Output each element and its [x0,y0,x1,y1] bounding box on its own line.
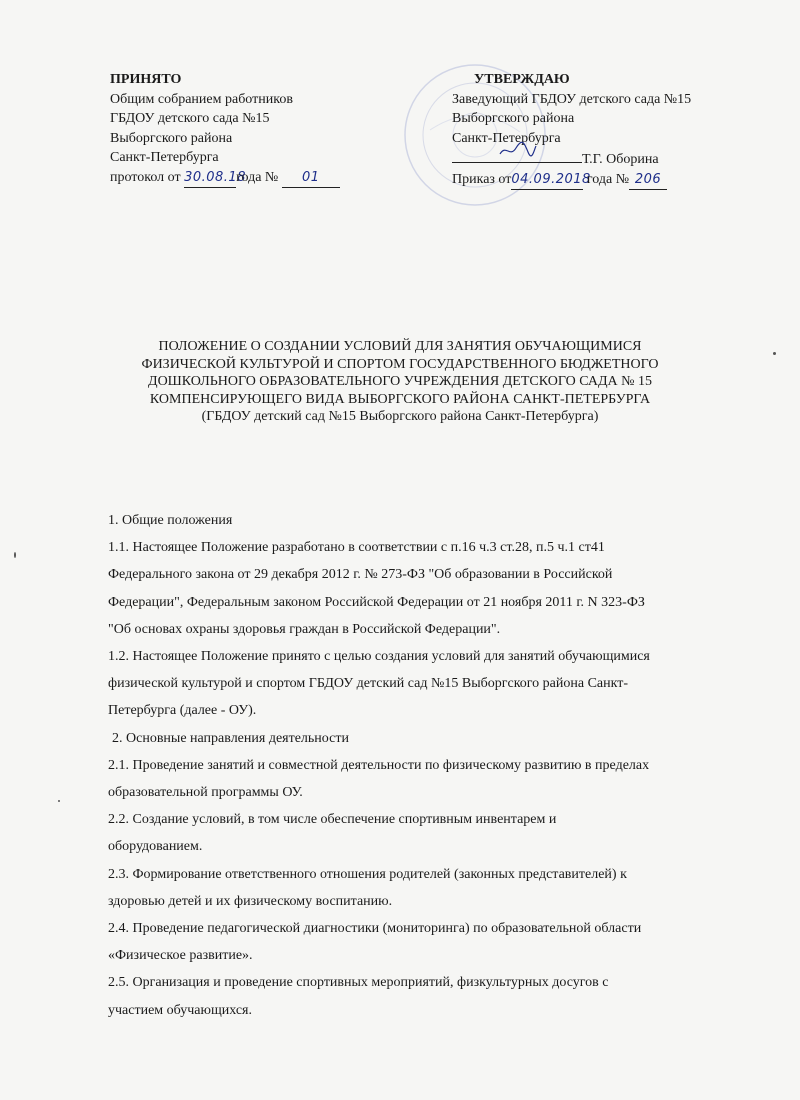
order-prefix: Приказ от [452,171,512,187]
paragraph-line: "Об основах охраны здоровья граждан в Российской Федерации". [108,621,501,637]
paragraph-line: 2.2. Создание условий, в том числе обеспечение спортивным инвентарем и [108,812,557,828]
order-line [452,170,782,191]
paragraph-line: оборудованием. [108,839,203,855]
order-date-handwritten: 04.09.2018 [511,171,591,187]
paragraph-line: Петербурга (далее - ОУ). [108,703,257,719]
paragraph-line: 2.3. Формирование ответственного отношения родителей (законных представителей) к [108,866,627,882]
scan-speck [58,800,60,802]
paragraph-line: 1.2. Настоящее Положение принято с целью создания условий для занятий обучающимися [108,649,650,665]
accepted-line: Общим собранием работников [110,91,293,107]
protocol-mid: года № [236,169,279,185]
signatory-name: Т.Г. Оборина [582,152,659,167]
approved-line: Заведующий ГБДОУ детского сада №15 [452,91,692,107]
paragraph-line: здоровью детей и их физическому воспитанию. [108,893,393,909]
approved-line: Выборгского района [452,111,575,126]
paragraph-line: 1.1. Настоящее Положение разработано в соответствии с п.16 ч.3 ст.28, п.5 ч.1 ст41 [108,540,605,556]
order-mid: года № [586,171,630,187]
protocol-number-handwritten: 01 [301,169,320,185]
protocol-date-handwritten: 30.08.18 [184,169,246,185]
paragraph-line: Федерации", Федеральным законом Российской Федерации от 21 ноября 2011 г. N 323-ФЗ [108,594,645,610]
accepted-line: Выборгского района [110,130,233,146]
approval-block-approved [452,70,782,190]
order-number-handwritten: 206 [634,171,662,187]
paragraph-line: Федерального закона от 29 декабря 2012 г. № 273-ФЗ "Об образовании в Российской [108,567,613,583]
paragraph-line: участием обучающихся. [108,1002,252,1018]
paragraph-line: «Физическое развитие». [108,948,253,964]
approval-block-accepted [110,70,410,188]
approved-heading: УТВЕРЖДАЮ [474,72,570,87]
section-heading: 1. Общие положения [108,513,233,528]
section-heading: 2. Основные направления деятельности [112,730,349,746]
accepted-heading: ПРИНЯТО [110,72,182,87]
paragraph-line: 2.5. Организация и проведение спортивных мероприятий, физкультурных досугов с [108,975,609,991]
title-line: ФИЗИЧЕСКОЙ КУЛЬТУРОЙ И СПОРТОМ ГОСУДАРСТВЕННОГО БЮДЖЕТНОГО [141,356,659,372]
protocol-prefix: протокол от [110,169,181,185]
accepted-line: Санкт-Петербурга [110,150,219,165]
paragraph-line: образовательной программы ОУ. [108,785,303,801]
title-line: ДОШКОЛЬНОГО ОБРАЗОВАТЕЛЬНОГО УЧРЕЖДЕНИЯ ДЕТСКОГО САДА № 15 [148,374,652,389]
document-body [108,507,748,1024]
paragraph-line: 2.4. Проведение педагогической диагностики (мониторинга) по образовательной области [108,921,642,937]
signature-line [452,148,782,170]
title-line: ПОЛОЖЕНИЕ О СОЗДАНИИ УСЛОВИЙ ДЛЯ ЗАНЯТИЯ ОБУЧАЮЩИМИСЯ [158,339,642,354]
scan-speck [14,552,16,558]
scan-speck [773,352,776,355]
accepted-line: ГБДОУ детского сада №15 [110,111,270,126]
title-line: КОМПЕНСИРУЮЩЕГО ВИДА ВЫБОРГСКОГО РАЙОНА САНКТ-ПЕТЕРБУРГА [149,391,651,407]
paragraph-line: 2.1. Проведение занятий и совместной деятельности по физическому развитию в пределах [108,757,650,773]
approved-line: Санкт-Петербурга [452,130,561,146]
handwritten-signature [498,140,538,160]
protocol-line [110,168,410,189]
document-title [100,338,700,426]
signature-field [452,148,582,163]
paragraph-line: физической культурой и спортом ГБДОУ детский сад №15 Выборгского района Санкт- [108,676,629,692]
title-line: (ГБДОУ детский сад №15 Выборгского района Санкт-Петербурга) [201,409,599,424]
